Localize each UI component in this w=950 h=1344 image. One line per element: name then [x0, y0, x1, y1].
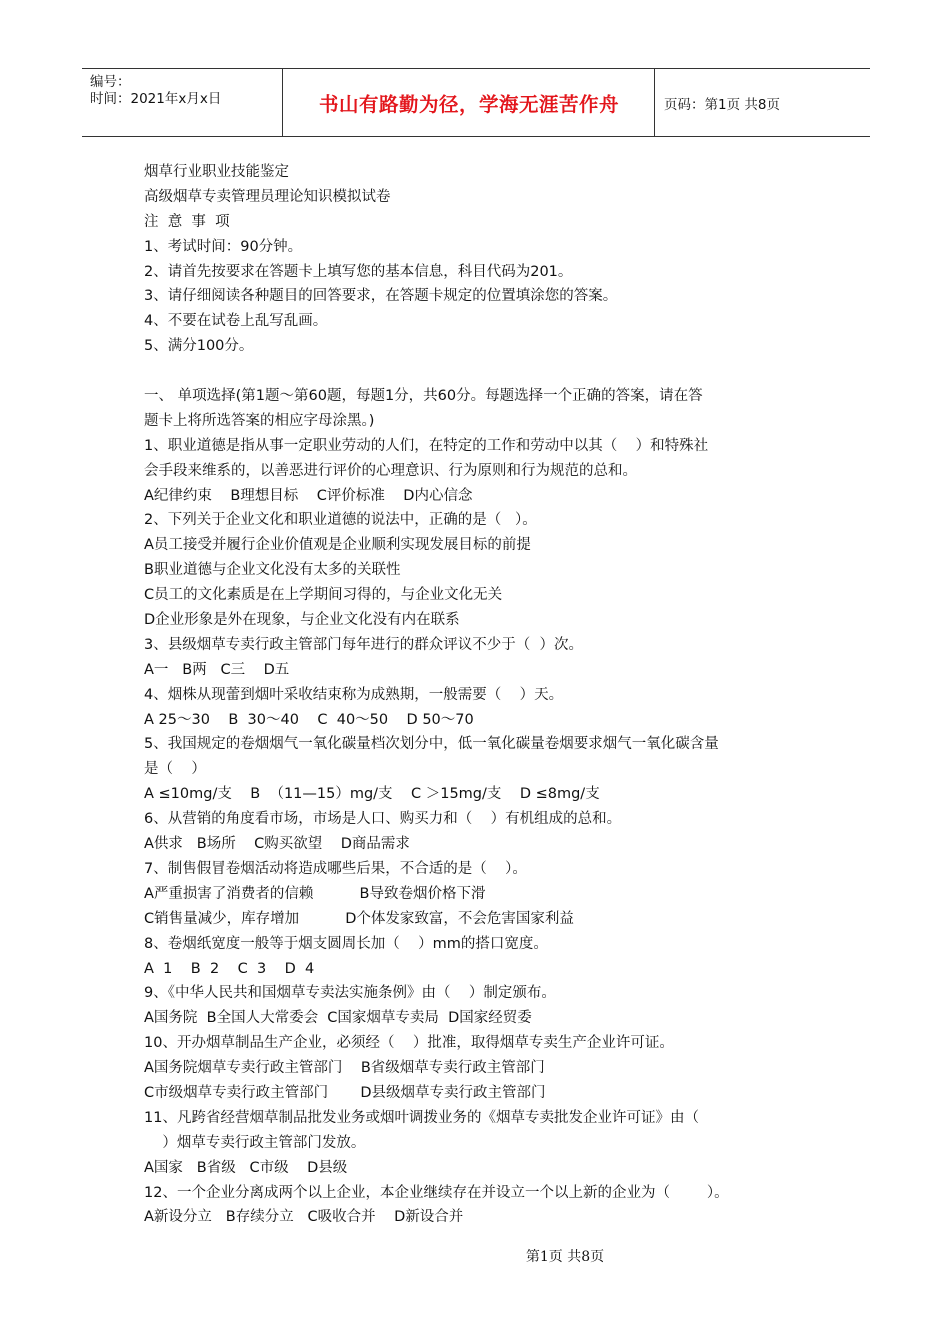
question-line: A ≤10mg/支 B （11—15）mg/支 C ＞15mg/支 D ≤8mg/支	[144, 786, 600, 803]
question-line: 10、开办烟草制品生产企业，必须经（ ）批准，取得烟草专卖生产企业许可证。	[144, 1035, 674, 1052]
section-heading: 题卡上将所选答案的相应字母涂黑。)	[144, 412, 375, 429]
note-item: 1、考试时间：90分钟。	[144, 238, 303, 255]
question-line: A国家 B省级 C市级 D县级	[144, 1159, 348, 1176]
exam-body	[144, 160, 814, 1230]
question-line: 11、凡跨省经营烟草制品批发业务或烟叶调拨业务的《烟草专卖批发企业许可证》由（	[144, 1109, 699, 1126]
question-line: D企业形象是外在现象，与企业文化没有内在联系	[144, 612, 460, 629]
question-line: B职业道德与企业文化没有太多的关联性	[144, 562, 401, 579]
note-item: 4、不要在试卷上乱写乱画。	[144, 313, 328, 330]
question-line: 5、我国规定的卷烟烟气一氧化碳量档次划分中，低一氧化碳量卷烟要求烟气一氧化碳含量	[144, 736, 719, 753]
header-divider	[654, 69, 655, 136]
question-line: C员工的文化素质是在上学期间习得的，与企业文化无关	[144, 587, 503, 604]
question-line: A新设分立 B存续分立 C吸收合并 D新设合并	[144, 1209, 464, 1226]
question-line: 是（ ）	[144, 761, 206, 778]
header-divider	[282, 69, 283, 136]
question-line: A员工接受并履行企业价值观是企业顺利实现发展目标的前提	[144, 537, 531, 554]
question-line: 会手段来维系的，以善恶进行评价的心理意识、行为原则和行为规范的总和。	[144, 462, 637, 479]
note-item: 2、请首先按要求在答题卡上填写您的基本信息，科目代码为201。	[144, 263, 573, 280]
header-page-info: 页码：第1页 共8页	[664, 96, 780, 113]
question-line: A一 B两 C三 D五	[144, 661, 290, 678]
question-line: C销售量减少，库存增加 D个体发家致富，不会危害国家利益	[144, 910, 574, 927]
question-line: 3、县级烟草专卖行政主管部门每年进行的群众评议不少于（ ）次。	[144, 636, 583, 653]
question-line: A国务院烟草专卖行政主管部门 B省级烟草专卖行政主管部门	[144, 1060, 545, 1077]
question-line: 4、烟株从现蕾到烟叶采收结束称为成熟期，一般需要（ ）天。	[144, 686, 564, 703]
question-line: 7、制售假冒卷烟活动将造成哪些后果，不合适的是（ ）。	[144, 860, 527, 877]
title-line: 高级烟草专卖管理员理论知识模拟试卷	[144, 188, 391, 205]
question-line: 2、下列关于企业文化和职业道德的说法中，正确的是（ ）。	[144, 512, 537, 529]
page-header-table	[82, 68, 870, 137]
title-line: 烟草行业职业技能鉴定	[144, 164, 289, 180]
note-item: 3、请仔细阅读各种题目的回答要求，在答题卡规定的位置填涂您的答案。	[144, 288, 618, 305]
question-line: 12、一个企业分离成两个以上企业，本企业继续存在并设立一个以上新的企业为（ ）。	[144, 1184, 729, 1201]
question-line: A纪律约束 B理想目标 C评价标准 D内心信念	[144, 487, 473, 504]
blank-line	[144, 359, 814, 384]
question-line: 8、卷烟纸宽度一般等于烟支圆周长加（ ）mm的搭口宽度。	[144, 935, 548, 952]
question-line: C市级烟草专卖行政主管部门 D县级烟草专卖行政主管部门	[144, 1084, 546, 1101]
notes-heading: 注 意 事 项	[144, 213, 230, 230]
question-line: 1、职业道德是指从事一定职业劳动的人们，在特定的工作和劳动中以其（ ）和特殊社	[144, 437, 709, 454]
question-line: A 25～30 B 30～40 C 40～50 D 50～70	[144, 711, 474, 728]
section-heading: 一、 单项选择(第1题～第60题，每题1分，共60分。每题选择一个正确的答案，请在答	[144, 388, 703, 405]
question-line: 6、从营销的角度看市场，市场是人口、购买力和（ ）有机组成的总和。	[144, 811, 622, 828]
time-label: 时间：2021年x月x日	[90, 91, 222, 107]
note-item: 5、满分100分。	[144, 338, 254, 355]
page-footer: 第1页 共8页	[525, 1249, 605, 1265]
question-line: 9、《中华人民共和国烟草专卖法实施条例》由（ ）制定颁布。	[144, 985, 556, 1002]
header-motto: 书山有路勤为径，学海无涯苦作舟	[318, 92, 619, 116]
question-line: A严重损害了消费者的信赖 B导致卷烟价格下滑	[144, 885, 486, 902]
question-list	[144, 434, 814, 1231]
question-line: A国务院 B全国人大常委会 C国家烟草专卖局 D国家经贸委	[144, 1010, 532, 1027]
header-meta	[90, 74, 221, 108]
question-line: A供求 B场所 C购买欲望 D商品需求	[144, 836, 410, 853]
question-line: ）烟草专卖行政主管部门发放。	[144, 1134, 366, 1151]
question-line: A 1 B 2 C 3 D 4	[144, 960, 315, 977]
number-label: 编号：	[90, 74, 131, 90]
